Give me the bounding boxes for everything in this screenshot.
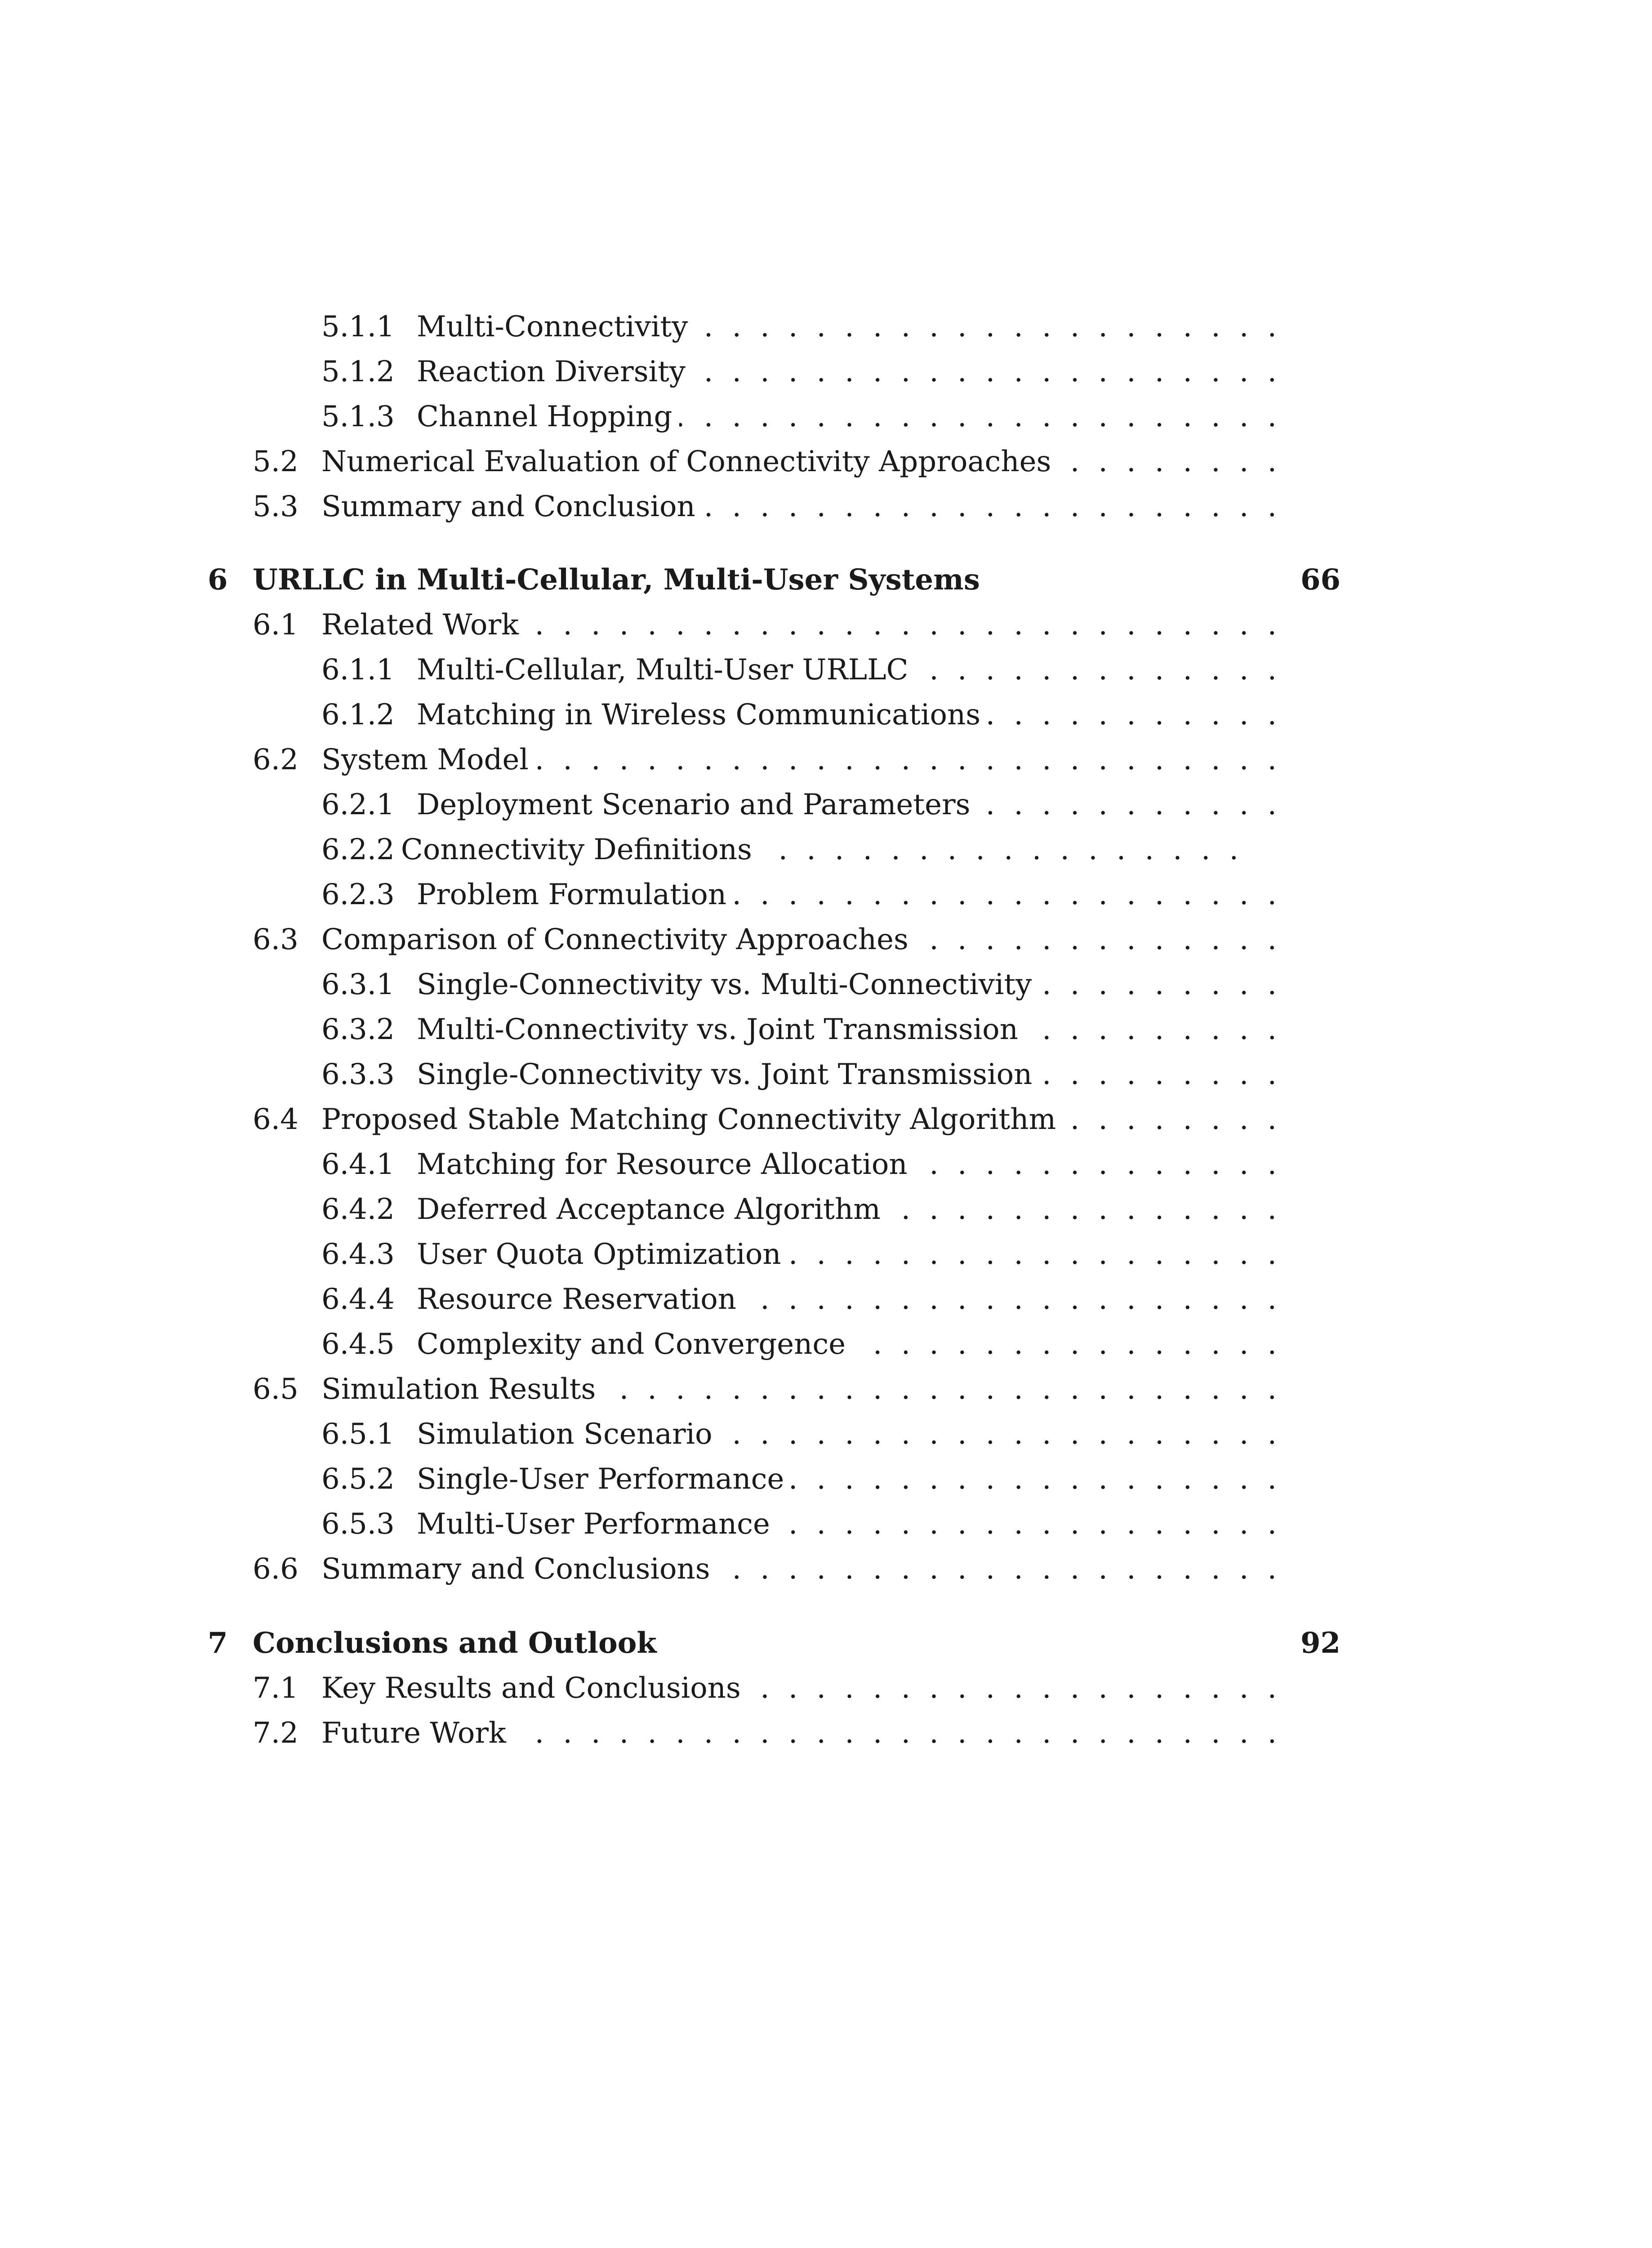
toc-entry-title: Simulation Scenario bbox=[417, 1418, 712, 1451]
dot-leader bbox=[513, 1713, 1277, 1753]
toc-entry-title: System Model bbox=[321, 743, 529, 776]
toc-chapter-title: URLLC in Multi-Cellular, Multi-User Systems bbox=[253, 563, 980, 597]
dot-leader bbox=[1039, 964, 1277, 1005]
toc-entry-title: Channel Hopping bbox=[417, 400, 672, 433]
toc-entry[interactable] bbox=[321, 1234, 1277, 1275]
dot-leader bbox=[988, 695, 1277, 735]
dot-leader bbox=[1039, 1054, 1277, 1095]
dot-leader bbox=[915, 1144, 1277, 1185]
toc-chapter[interactable] bbox=[208, 1623, 1340, 1664]
toc-entry-number: 6.4.1 bbox=[321, 1148, 395, 1181]
toc-entry[interactable] bbox=[321, 785, 1277, 825]
toc-entry-number: 6.5 bbox=[253, 1373, 298, 1406]
toc-entry-title: Simulation Results bbox=[321, 1373, 596, 1406]
toc-entry[interactable] bbox=[321, 1324, 1277, 1365]
dot-leader bbox=[734, 874, 1277, 915]
toc-entry-title: Matching in Wireless Communications bbox=[417, 698, 981, 731]
dot-leader bbox=[748, 1668, 1277, 1708]
dot-leader bbox=[603, 1369, 1277, 1409]
toc-entry[interactable] bbox=[253, 1549, 1277, 1589]
toc-entry-number: 6.4 bbox=[253, 1103, 298, 1136]
toc-entry-title: Resource Reservation bbox=[417, 1283, 736, 1316]
toc-chapter-number: 7 bbox=[208, 1626, 228, 1660]
dot-leader bbox=[977, 785, 1277, 825]
toc-entry[interactable] bbox=[253, 1369, 1277, 1409]
dot-leader bbox=[720, 1414, 1277, 1454]
toc-entry-number: 6.4.5 bbox=[321, 1328, 395, 1361]
dot-leader bbox=[1058, 442, 1277, 482]
toc-entry[interactable] bbox=[321, 964, 1277, 1005]
toc-entry[interactable] bbox=[253, 1099, 1277, 1140]
toc-entry[interactable] bbox=[321, 874, 1277, 915]
toc-entry-number: 6.1.2 bbox=[321, 698, 395, 731]
toc-entry[interactable] bbox=[321, 830, 1238, 870]
toc-entry[interactable] bbox=[321, 650, 1277, 690]
toc-entry-title: Single-Connectivity vs. Multi-Connectivity bbox=[417, 968, 1032, 1001]
toc-chapter[interactable] bbox=[208, 560, 1340, 600]
toc-entry-number: 6.2 bbox=[253, 743, 298, 776]
dot-leader bbox=[759, 830, 1238, 870]
toc-entry-number: 6.4.3 bbox=[321, 1238, 395, 1271]
dot-leader bbox=[679, 397, 1277, 437]
toc-entry-title: Deployment Scenario and Parameters bbox=[417, 788, 971, 821]
toc-chapter-number: 6 bbox=[208, 563, 228, 597]
toc-entry[interactable] bbox=[321, 1189, 1277, 1230]
toc-entry[interactable] bbox=[253, 605, 1277, 645]
dot-leader bbox=[916, 650, 1277, 690]
dot-leader bbox=[526, 605, 1277, 645]
toc-entry-title: Matching for Resource Allocation bbox=[417, 1148, 908, 1181]
toc-entry-title: Proposed Stable Matching Connectivity Algorithm bbox=[321, 1103, 1056, 1136]
toc-entry[interactable] bbox=[253, 1668, 1277, 1708]
dot-leader bbox=[703, 486, 1277, 527]
dot-leader bbox=[788, 1234, 1277, 1275]
toc-entry[interactable] bbox=[253, 740, 1277, 780]
toc-entry[interactable] bbox=[321, 1054, 1277, 1095]
dot-leader bbox=[853, 1324, 1277, 1365]
toc-entry[interactable] bbox=[321, 695, 1277, 735]
toc-entry-title: Key Results and Conclusions bbox=[321, 1672, 741, 1705]
toc-entry-number: 6.3.2 bbox=[321, 1013, 395, 1046]
dot-leader bbox=[717, 1549, 1277, 1589]
toc-entry-number: 6.5.3 bbox=[321, 1508, 395, 1541]
toc-entry[interactable] bbox=[321, 397, 1277, 437]
toc-entry-number: 6.4.4 bbox=[321, 1283, 395, 1316]
toc-entry[interactable] bbox=[321, 1279, 1277, 1320]
toc-entry-title: Problem Formulation bbox=[417, 878, 727, 911]
toc-entry[interactable] bbox=[321, 352, 1277, 392]
toc-entry-number: 5.1.2 bbox=[321, 355, 395, 388]
toc-entry[interactable] bbox=[253, 1713, 1277, 1753]
toc-entry-number: 6.2.1 bbox=[321, 788, 395, 821]
toc-entry-number: 5.1.3 bbox=[321, 400, 395, 433]
toc-entry-number: 6.4.2 bbox=[321, 1193, 395, 1226]
toc-entry-title: Multi-User Performance bbox=[417, 1508, 770, 1541]
toc-entry-title: Multi-Cellular, Multi-User URLLC bbox=[417, 653, 908, 687]
toc-entry[interactable] bbox=[321, 1009, 1277, 1050]
dot-leader bbox=[695, 307, 1277, 347]
toc-entry-number: 6.3.3 bbox=[321, 1058, 395, 1091]
toc-entry-title: Connectivity Definitions bbox=[401, 833, 752, 866]
dot-leader bbox=[536, 740, 1277, 780]
toc-entry-title: Summary and Conclusions bbox=[321, 1552, 710, 1586]
toc-chapter-title: Conclusions and Outlook bbox=[253, 1626, 657, 1660]
dot-leader bbox=[791, 1459, 1277, 1499]
toc-entry-number: 6.2.3 bbox=[321, 878, 395, 911]
toc-entry-title: Multi-Connectivity vs. Joint Transmission bbox=[417, 1013, 1018, 1046]
toc-entry-title: Summary and Conclusion bbox=[321, 490, 695, 523]
toc-entry-number: 6.5.1 bbox=[321, 1418, 395, 1451]
toc-entry-title: Related Work bbox=[321, 608, 519, 642]
dot-leader bbox=[1063, 1099, 1277, 1140]
toc-entry[interactable] bbox=[321, 1414, 1277, 1454]
toc-entry-title: Multi-Connectivity bbox=[417, 310, 688, 343]
toc-entry-title: User Quota Optimization bbox=[417, 1238, 781, 1271]
dot-leader bbox=[1025, 1009, 1277, 1050]
toc-entry[interactable] bbox=[321, 307, 1277, 347]
toc-entry-number: 6.5.2 bbox=[321, 1463, 395, 1496]
toc-entry-number: 5.2 bbox=[253, 445, 298, 478]
toc-entry[interactable] bbox=[253, 442, 1277, 482]
toc-entry-number: 6.2.2 bbox=[321, 833, 395, 866]
toc-chapter-page: 66 bbox=[1300, 563, 1340, 597]
toc-entry[interactable] bbox=[253, 919, 1277, 960]
toc-entry-number: 6.6 bbox=[253, 1552, 298, 1586]
toc-entry-number: 6.3.1 bbox=[321, 968, 395, 1001]
toc-entry[interactable] bbox=[321, 1459, 1277, 1499]
toc-entry[interactable] bbox=[321, 1144, 1277, 1185]
toc-entry-title: Deferred Acceptance Algorithm bbox=[417, 1193, 881, 1226]
toc-entry-title: Numerical Evaluation of Connectivity Approaches bbox=[321, 445, 1051, 478]
toc-entry-number: 7.1 bbox=[253, 1672, 298, 1705]
dot-leader bbox=[777, 1504, 1277, 1544]
toc-entry-number: 6.3 bbox=[253, 923, 298, 956]
toc-entry-number: 6.1.1 bbox=[321, 653, 395, 687]
dot-leader bbox=[888, 1189, 1277, 1230]
toc-entry-number: 6.1 bbox=[253, 608, 298, 642]
toc-entry-title: Complexity and Convergence bbox=[417, 1328, 846, 1361]
toc-entry[interactable] bbox=[253, 486, 1277, 527]
toc-entry-title: Single-User Performance bbox=[417, 1463, 784, 1496]
toc-entry-title: Single-Connectivity vs. Joint Transmission bbox=[417, 1058, 1033, 1091]
toc-entry-number: 5.3 bbox=[253, 490, 298, 523]
toc-chapter-page: 92 bbox=[1300, 1626, 1340, 1660]
toc-entry[interactable] bbox=[321, 1504, 1277, 1544]
dot-leader bbox=[916, 919, 1277, 960]
toc-entry-title: Future Work bbox=[321, 1717, 506, 1750]
toc-entry-title: Comparison of Connectivity Approaches bbox=[321, 923, 908, 956]
toc-entry-title: Reaction Diversity bbox=[417, 355, 686, 388]
dot-leader bbox=[744, 1279, 1277, 1320]
dot-leader bbox=[693, 352, 1277, 392]
toc-entry-number: 7.2 bbox=[253, 1717, 298, 1750]
toc-entry-number: 5.1.1 bbox=[321, 310, 395, 343]
